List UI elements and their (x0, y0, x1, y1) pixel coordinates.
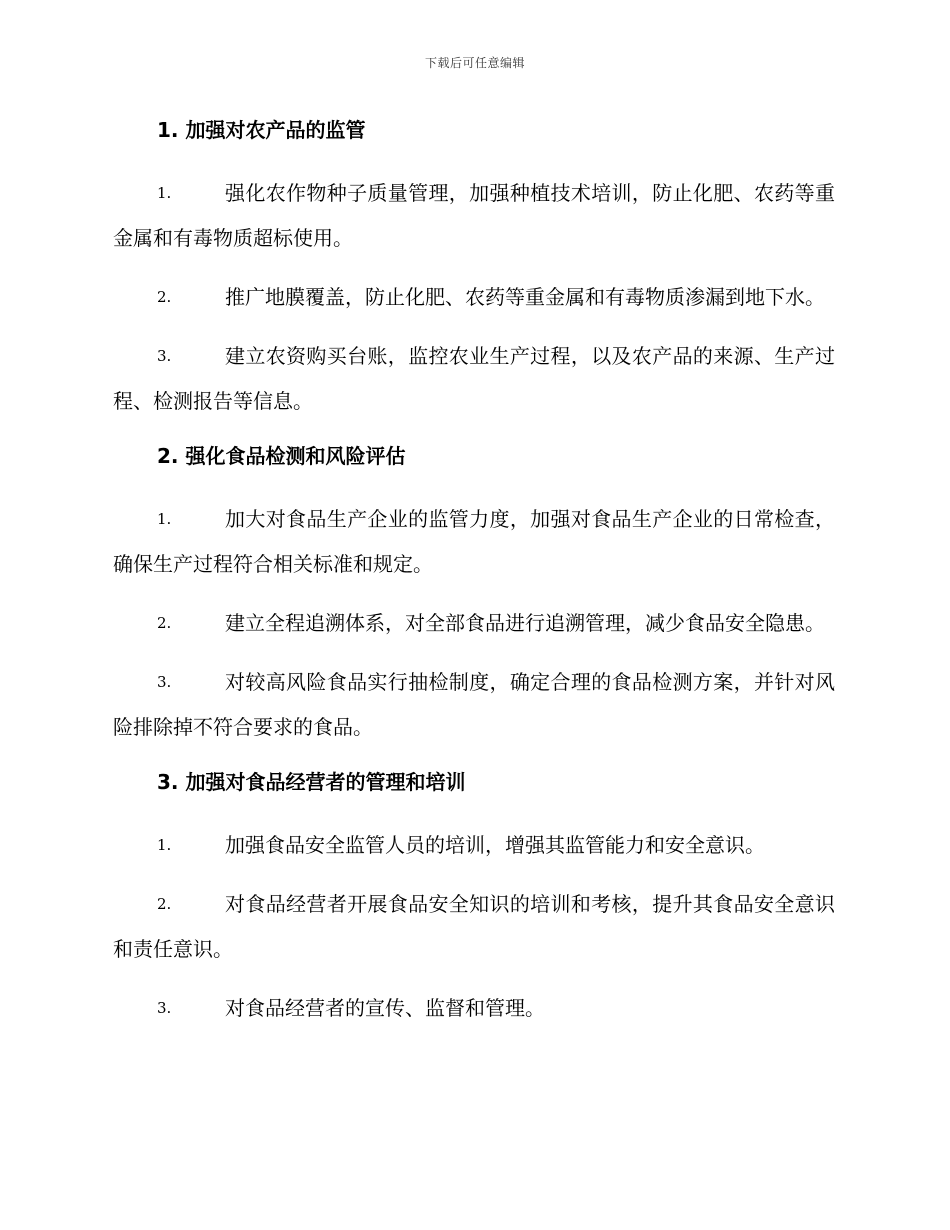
item-number: 3. (157, 999, 172, 1017)
item-number: 1. (157, 184, 172, 202)
item-text: 加强食品安全监管人员的培训，增强其监管能力和安全意识。 (225, 833, 765, 857)
list-item (113, 660, 835, 750)
list-item (113, 823, 835, 868)
section-heading: 1. 加强对农产品的监管 (157, 118, 366, 142)
list-item (113, 497, 835, 587)
item-number: 3. (157, 347, 172, 365)
item-text: 推广地膜覆盖，防止化肥、农药等重金属和有毒物质渗漏到地下水。 (225, 285, 825, 309)
item-number: 2. (157, 288, 172, 306)
item-text: 强化农作物种子质量管理，加强种植技术培训，防止化肥、农药等重金属和有毒物质超标使用。 (113, 181, 835, 250)
document-body (113, 112, 835, 1045)
item-number: 2. (157, 895, 172, 913)
section-3 (113, 764, 835, 1031)
section-heading: 3. 加强对食品经营者的管理和培训 (157, 770, 466, 794)
section-heading: 2. 强化食品检测和风险评估 (157, 444, 406, 468)
list-item (113, 986, 835, 1031)
item-number: 1. (157, 836, 172, 854)
list-item (113, 171, 835, 261)
section-2 (113, 438, 835, 750)
item-number: 1. (157, 510, 172, 528)
item-text: 建立全程追溯体系，对全部食品进行追溯管理，减少食品安全隐患。 (225, 611, 825, 635)
item-number: 3. (157, 673, 172, 691)
list-item (113, 882, 835, 972)
page-header-note: 下载后可任意编辑 (424, 56, 525, 70)
item-text: 加大对食品生产企业的监管力度，加强对食品生产企业的日常检查，确保生产过程符合相关标准和规定。 (113, 507, 835, 576)
item-text: 建立农资购买台账，监控农业生产过程，以及农产品的来源、生产过程、检测报告等信息。 (113, 344, 835, 413)
item-text: 对较高风险食品实行抽检制度，确定合理的食品检测方案，并针对风险排除掉不符合要求的食品。 (113, 670, 835, 739)
item-number: 2. (157, 614, 172, 632)
list-item (113, 601, 835, 646)
item-text: 对食品经营者的宣传、监督和管理。 (225, 996, 545, 1020)
section-1 (113, 112, 835, 424)
list-item (113, 334, 835, 424)
item-text: 对食品经营者开展食品安全知识的培训和考核，提升其食品安全意识和责任意识。 (113, 892, 835, 961)
list-item (113, 275, 835, 320)
